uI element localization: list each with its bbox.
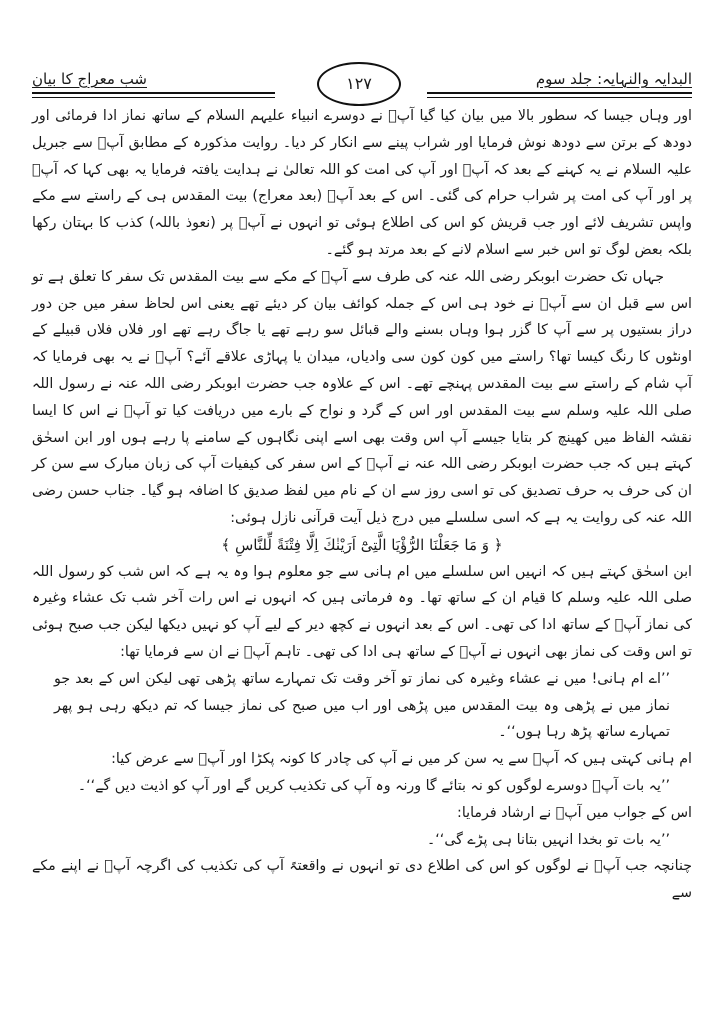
- paragraph: جہاں تک حضرت ابوبکر رضی اللہ عنہ کی طرف سے آپؐ کے مکے سے بیت المقدس تک سفر کا تعلق ہے تو اس سے قبل ان سے آپؐ نے خود ہی اس کے جملہ کوائف بیان کر دیئے تھے یعنی اس لحاظ سفر میں جن دور دراز بستیوں پر سے آپ کا گزر ہوا وہاں بسنے والے قبائل سو رہے تھے یا جاگ رہے تھے اور فلاں فلاں قبیلے کے اونٹوں کا رنگ کیسا تھا؟ راستے میں کون کون سی وادیاں، میدان یا پہاڑی علاقے آئے؟ آپؐ نے یہ بھی فرمایا کہ آپ شام کے راستے سے بیت المقدس پہنچے تھے۔ اس کے علاوہ جب حضرت ابوبکر رضی اللہ عنہ نے رسول اللہ صلی اللہ علیہ وسلم سے بیت المقدس اور اس کے گرد و نواح کے بارے میں دریافت کیا تو آپؐ نے اس کا ایسا نقشہ الفاظ میں کھینچ کر بتایا جیسے آپ اس وقت بھی اسے اپنی نگاہوں کے سامنے پا رہے ہوں اور ابن اسحٰق کہتے ہیں کہ جب حضرت ابوبکر رضی اللہ عنہ نے آپؐ کے اس سفر کی کیفیات آپ کی زبان مبارک سے سن کر ان کی حرف بہ حرف تصدیق کی تو اسی روز سے ان کے نام میں لفظ صدیق کا اضافہ ہو گیا۔ جناب حسن رضی اللہ عنہ کی روایت یہ ہے کہ اسی سلسلے میں درج ذیل آیت قرآنی نازل ہوئی:: [32, 268, 692, 526]
- quran-verse: ﴿ وَ مَا جَعَلْنَا الرُّؤْيَا الَّتِىْٓ اَرَيْنٰكَ اِلَّا فِتْنَةً لِّلنَّاسِ ﴾: [221, 535, 503, 554]
- header-rule-right: [427, 92, 692, 98]
- block-quote: ’’اے ام ہانی! میں نے عشاء وغیرہ کی نماز تو آخر وقت تک تمہارے ساتھ پڑھی تھی لیکن اس کے بعد جو نماز میں نے پڑھی وہ بیت المقدس میں پڑھی اور اب میں صبح کی نماز جیسا کہ تم دیکھ رہی ہو پھر تمہارے ساتھ پڑھ رہا ہوں‘‘۔: [54, 670, 670, 741]
- paragraph: اس کے جواب میں آپؐ نے ارشاد فرمایا:: [457, 804, 692, 821]
- page-number: ۱۲۷: [317, 62, 401, 106]
- running-header: [32, 62, 692, 102]
- chapter-title: شب معراج کا بیان: [32, 70, 147, 88]
- paragraph: اور وہاں جیسا کہ سطور بالا میں بیان کیا گیا آپؐ نے دوسرے انبیاء علیہم السلام کے ساتھ نماز ادا فرمائی اور دودھ کے برتن سے دودھ نوش فرمایا اور شراب پینے سے انکار کر دیا۔ روایت مذکورہ کے مطابق آپؐ سے جبریل علیہ السلام نے یہ کہنے کے بعد کہ آپؐ اور آپ کی امت کو اللہ تعالیٰ نے ہدایت یافتہ فرمایا یہ بھی کہا کہ آپؐ پر اور آپ کی امت پر شراب حرام کی گئی۔ اس کے بعد آپؐ (بعد معراج) بیت المقدس ہی کے راستے سے مکے واپس تشریف لائے اور جب قریش کو اس کی اطلاع ہوئی تو انہوں نے آپؐ پر (نعوذ باللہ) کذب کا بہتان رکھا بلکہ بعض لوگ تو اس خبر سے اسلام لانے کے بعد مرتد ہو گئے۔: [32, 108, 692, 258]
- page-body: [32, 103, 692, 907]
- block-quote: ’’یہ بات تو بخدا انہیں بتانا ہی پڑے گی‘‘۔: [426, 831, 670, 848]
- book-title: البدایہ والنہایہ: جلد سوم: [535, 70, 692, 88]
- paragraph: ابن اسحٰق کہتے ہیں کہ انہیں اس سلسلے میں ام ہانی سے جو معلوم ہوا وہ یہ ہے کہ اس شب کو رسول اللہ صلی اللہ علیہ وسلم کا قیام ان کے ساتھ تھا۔ وہ فرماتی ہیں کہ انہوں نے اس رات آخر شب تک عشاء وغیرہ کی نماز آپؐ کے ساتھ ادا کی تھی۔ اس کے بعد انہوں نے کچھ دیر کے لیے آپ کو نہیں دیکھا لیکن جب صبح ہوئی تو اس وقت کی نماز بھی انہوں نے آپؐ کے ساتھ ہی ادا کی تھی۔ تاہم آپؐ نے ان سے فرمایا تھا:: [32, 563, 692, 660]
- block-quote: ’’یہ بات آپؐ دوسرے لوگوں کو نہ بتائے گا ورنہ وہ آپ کی تکذیب کریں گے اور آپ کو اذیت دیں گے‘‘۔: [77, 777, 670, 794]
- header-rule-left: [32, 92, 275, 98]
- paragraph: چنانچہ جب آپؐ نے لوگوں کو اس کی اطلاع دی تو انہوں نے واقعتہً آپ کی تکذیب کی اگرچہ آپؐ نے اپنے مکے سے: [32, 858, 692, 902]
- paragraph: ام ہانی کہتی ہیں کہ آپؐ سے یہ سن کر میں نے آپ کی چادر کا کونہ پکڑا اور آپؐ سے عرض کیا:: [111, 751, 692, 768]
